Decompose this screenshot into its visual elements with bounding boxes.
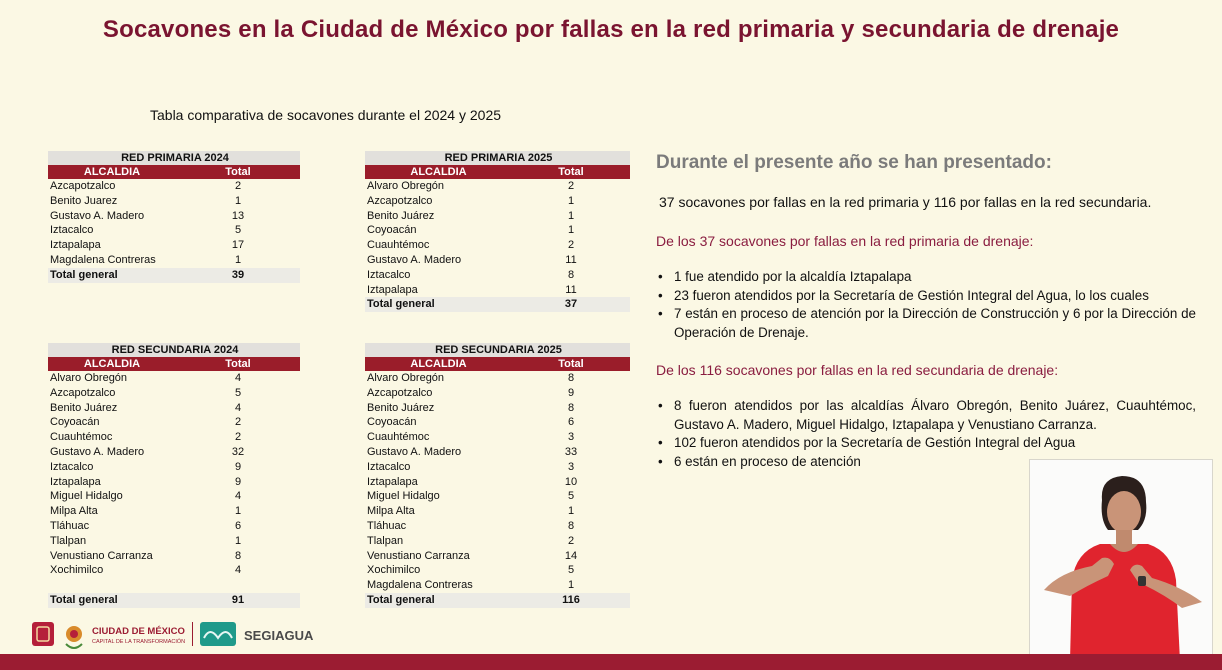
table-row: [365, 401, 630, 416]
total-cell: 6: [234, 519, 242, 532]
table-row: [365, 209, 630, 224]
bullet-text: 23 fueron atendidos por la Secretaría de Gestión Integral del Agua, lo los cuales: [674, 287, 1149, 303]
header-alcaldia: ALCALDIA: [365, 165, 510, 179]
total-cell: 1: [567, 194, 575, 207]
total-cell: 8: [234, 549, 242, 562]
total-cell: 11: [565, 253, 577, 266]
alcaldia-cell: Benito Juárez: [367, 209, 435, 222]
total-cell: 2: [567, 180, 575, 192]
header-total: Total: [174, 357, 300, 371]
alcaldia-cell: Magdalena Contreras: [50, 253, 156, 266]
primary-section-heading: De los 37 socavones por fallas en la red primaria de drenaje:: [656, 233, 1034, 249]
total-label: Total general: [365, 593, 510, 608]
table-row: [365, 386, 630, 401]
table-row: [48, 371, 300, 386]
alcaldia-cell: Benito Juarez: [50, 194, 118, 207]
table-row: [48, 549, 300, 564]
total-cell: 9: [234, 460, 242, 473]
alcaldia-cell: Azcapotzalco: [367, 386, 433, 399]
alcaldia-cell: Magdalena Contreras: [367, 579, 473, 592]
table-row: [365, 253, 630, 268]
alcaldia-cell: Iztapalapa: [50, 239, 101, 252]
alcaldia-cell: Iztapalapa: [367, 475, 418, 488]
footer-logos: [30, 616, 330, 652]
total-value: 91: [174, 593, 300, 608]
bullet-text: 6 están en proceso de atención: [674, 453, 861, 469]
list-item: [656, 434, 1196, 453]
total-cell: 5: [234, 224, 242, 237]
bullet-text: 102 fueron atendidos por la Secretaría de Gestión Integral del Agua: [674, 435, 1076, 450]
table-row: [48, 223, 300, 238]
total-cell: 6: [567, 416, 575, 429]
total-label: Total general: [365, 297, 510, 312]
table-caption-row: [48, 151, 300, 165]
total-cell: 4: [234, 490, 242, 503]
bullet-icon: •: [658, 453, 663, 469]
table-row: [365, 578, 630, 593]
table-row: [365, 179, 630, 194]
table-row: [48, 209, 300, 224]
table-subtitle: Tabla comparativa de socavones durante el 2024 y 2025: [150, 107, 502, 123]
bullet-icon: •: [658, 287, 663, 303]
total-cell: 11: [565, 283, 577, 296]
alcaldia-cell: Milpa Alta: [50, 505, 98, 518]
table-red-primaria-2025: [365, 151, 630, 312]
table-total-row: [48, 593, 300, 608]
total-cell: 3: [567, 460, 575, 473]
table-row: [365, 371, 630, 386]
total-cell: 2: [567, 534, 575, 547]
total-cell: 17: [231, 239, 245, 252]
total-cell: 2: [234, 431, 242, 444]
total-cell: 4: [234, 401, 242, 414]
total-cell: 4: [234, 564, 242, 577]
table-row: [48, 386, 300, 401]
total-cell: 9: [567, 386, 575, 399]
total-cell: 14: [564, 549, 578, 562]
segiagua-name: SEGIAGUA: [244, 628, 314, 643]
table-header-row: [48, 357, 300, 371]
alcaldia-cell: Tláhuac: [367, 519, 407, 532]
alcaldia-cell: Iztacalco: [50, 460, 94, 473]
alcaldia-cell: Xochimilco: [367, 564, 421, 577]
list-item: [656, 268, 1196, 287]
total-cell: 32: [231, 445, 245, 458]
table-caption: RED SECUNDARIA 2025: [365, 343, 630, 357]
total-cell: 5: [567, 490, 575, 503]
table-row: [48, 504, 300, 519]
total-label: Total general: [48, 268, 174, 283]
bullet-text: 8 fueron atendidos por las alcaldías Álvaro Obregón, Benito Juárez, Cuauhtémoc, Gustavo A. Madero, Miguel Hidalgo, Iztapalapa y Venustiano Carranza.: [674, 398, 1196, 432]
total-value: 39: [174, 268, 300, 283]
table-row: [48, 563, 300, 578]
total-value: 116: [510, 593, 630, 608]
alcaldia-cell: Coyoacán: [50, 416, 100, 429]
total-cell: 9: [234, 475, 242, 488]
alcaldia-cell: Coyoacán: [367, 416, 417, 429]
secondary-section-heading: De los 116 socavones por fallas en la red secundaria de drenaje:: [656, 362, 1059, 378]
bullet-text: 1 fue atendido por la alcaldía Iztapalapa: [674, 269, 912, 284]
table-row: [365, 283, 630, 298]
total-cell: 1: [234, 534, 242, 547]
table-row: [48, 401, 300, 416]
bottom-bar: [0, 654, 1222, 670]
alcaldia-cell: Azcapotzalco: [367, 194, 433, 207]
alcaldia-cell: Alvaro Obregón: [367, 372, 445, 384]
alcaldia-cell: Cuauhtémoc: [50, 431, 113, 444]
total-label: Total general: [48, 593, 174, 608]
table-row: [48, 194, 300, 209]
table-row: [48, 415, 300, 430]
alcaldia-cell: Gustavo A. Madero: [367, 445, 462, 458]
total-cell: 13: [231, 209, 245, 222]
list-item: [656, 397, 1196, 434]
header-alcaldia: ALCALDIA: [365, 357, 510, 371]
header-alcaldia: ALCALDIA: [48, 165, 174, 179]
total-cell: 1: [234, 194, 242, 207]
table-row: [365, 238, 630, 253]
table-header-row: [365, 165, 630, 179]
alcaldia-cell: Tlalpan: [50, 534, 87, 547]
total-cell: 33: [564, 445, 578, 458]
total-value: 37: [510, 297, 630, 312]
table-caption-row: [365, 151, 630, 165]
table-row: [365, 268, 630, 283]
table-row: [48, 430, 300, 445]
table-row: [365, 519, 630, 534]
cdmx-coat-of-arms-icon: [32, 622, 54, 646]
list-item: [656, 287, 1196, 306]
table-red-secundaria-2024: [48, 343, 300, 608]
table-row: [365, 430, 630, 445]
alcaldia-cell: Cuauhtémoc: [367, 239, 430, 252]
sign-language-interpreter-video: [1029, 459, 1213, 662]
total-cell: 1: [567, 505, 575, 518]
alcaldia-cell: Benito Juárez: [50, 401, 118, 414]
table-row: [365, 445, 630, 460]
segiagua-logo-icon: [200, 622, 236, 646]
total-cell: 1: [567, 224, 575, 237]
alcaldia-cell: Coyoacán: [367, 224, 417, 237]
bullet-icon: •: [658, 435, 663, 450]
header-total: Total: [510, 165, 630, 179]
bullet-icon: •: [658, 306, 663, 321]
table-header-row: [48, 165, 300, 179]
alcaldia-cell: Milpa Alta: [367, 505, 415, 518]
table-row: [48, 534, 300, 549]
table-caption: RED PRIMARIA 2024: [48, 151, 300, 165]
total-cell: 1: [567, 209, 575, 222]
header-total: Total: [174, 165, 300, 179]
table-red-secundaria-2025: [365, 343, 630, 608]
table-caption: RED PRIMARIA 2025: [365, 151, 630, 165]
alcaldia-cell: Gustavo A. Madero: [367, 253, 462, 266]
table-row: [48, 460, 300, 475]
alcaldia-cell: Miguel Hidalgo: [50, 490, 123, 503]
alcaldia-cell: Benito Juárez: [367, 401, 435, 414]
table-caption: RED SECUNDARIA 2024: [48, 343, 300, 357]
table-caption-row: [48, 343, 300, 357]
table-row: [48, 489, 300, 504]
total-cell: 8: [567, 268, 575, 281]
bullet-icon: •: [658, 269, 663, 284]
bullet-icon: •: [658, 398, 663, 413]
total-cell: 5: [567, 564, 575, 577]
table-row: [48, 475, 300, 490]
alcaldia-cell: Azcapotzalco: [50, 386, 116, 399]
total-cell: 8: [567, 519, 575, 532]
table-row: [48, 519, 300, 534]
alcaldia-cell: Iztacalco: [50, 224, 94, 237]
alcaldia-cell: Iztapalapa: [367, 283, 418, 296]
total-cell: 8: [567, 372, 575, 384]
table-total-row: [48, 268, 300, 283]
total-cell: 8: [567, 401, 575, 414]
interpreter-figure-icon: [1030, 460, 1212, 661]
total-cell: 4: [234, 372, 242, 384]
alcaldia-cell: Alvaro Obregón: [367, 180, 445, 192]
alcaldia-cell: Iztacalco: [367, 460, 411, 473]
table-row: [48, 253, 300, 268]
table-row: [48, 238, 300, 253]
total-cell: 3: [567, 431, 575, 444]
alcaldia-cell: Alvaro Obregón: [50, 372, 128, 384]
table-row: [365, 489, 630, 504]
bullet-text: 7 están en proceso de atención por la Dirección de Construcción y 6 por la Dirección de Operación de Drenaje.: [674, 306, 1196, 340]
table-caption-row: [365, 343, 630, 357]
alcaldia-cell: Gustavo A. Madero: [50, 209, 145, 222]
total-cell: 2: [234, 180, 242, 192]
alcaldia-cell: Tlalpan: [367, 534, 404, 547]
cdmx-name: CIUDAD DE MÉXICO: [92, 626, 185, 637]
alcaldia-cell: Tláhuac: [50, 519, 90, 532]
total-cell: 1: [567, 579, 575, 592]
total-cell: 2: [567, 239, 575, 252]
table-row: [365, 549, 630, 564]
table-red-primaria-2024: [48, 151, 300, 283]
page-title: Socavones en la Ciudad de México por fallas en la red primaria y secundaria de drenaje: [102, 16, 1120, 43]
header-total: Total: [510, 357, 630, 371]
table-row: [365, 534, 630, 549]
table-spacer-row: [48, 578, 300, 593]
list-item: [656, 305, 1196, 342]
table-row: [365, 563, 630, 578]
header-alcaldia: ALCALDIA: [48, 357, 174, 371]
alcaldia-cell: Miguel Hidalgo: [367, 490, 440, 503]
summary-text: 37 socavones por fallas en la red primaria y 116 por fallas en la red secundaria.: [659, 194, 1152, 210]
total-cell: 1: [234, 505, 242, 518]
primary-bullet-list: [656, 268, 1196, 342]
total-cell: 2: [234, 416, 242, 429]
alcaldia-cell: Iztacalco: [367, 268, 411, 281]
alcaldia-cell: Venustiano Carranza: [367, 549, 470, 562]
table-total-row: [365, 593, 630, 608]
table-row: [365, 415, 630, 430]
alcaldia-cell: Iztapalapa: [50, 475, 101, 488]
total-cell: 10: [564, 475, 578, 488]
total-cell: 5: [234, 386, 242, 399]
table-row: [365, 460, 630, 475]
alcaldia-cell: Venustiano Carranza: [50, 549, 153, 562]
cdmx-tagline: CAPITAL DE LA TRANSFORMACIÓN: [92, 639, 186, 645]
summary-heading: Durante el presente año se han presentado:: [656, 152, 1052, 173]
cdmx-flower-icon: [66, 626, 82, 648]
table-row: [365, 223, 630, 238]
alcaldia-cell: Azcapotzalco: [50, 180, 116, 192]
table-row: [365, 504, 630, 519]
total-cell: 1: [234, 253, 242, 266]
table-header-row: [365, 357, 630, 371]
alcaldia-cell: Gustavo A. Madero: [50, 445, 145, 458]
alcaldia-cell: Xochimilco: [50, 564, 104, 577]
alcaldia-cell: Cuauhtémoc: [367, 431, 430, 444]
table-total-row: [365, 297, 630, 312]
table-row: [365, 475, 630, 490]
table-row: [48, 179, 300, 194]
table-row: [365, 194, 630, 209]
table-row: [48, 445, 300, 460]
